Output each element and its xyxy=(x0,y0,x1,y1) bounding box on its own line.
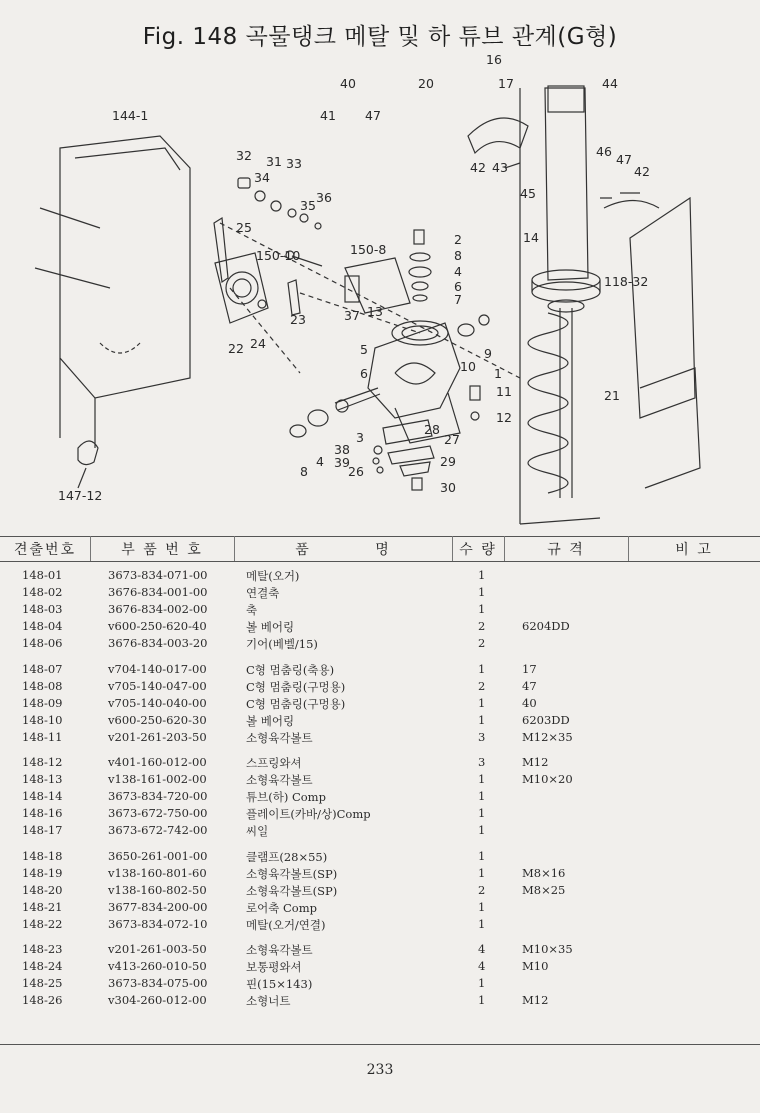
cell-qty: 1 xyxy=(478,772,486,787)
header-part-name: 품 명 xyxy=(295,542,391,558)
cell-spec: M10×35 xyxy=(522,942,573,956)
svg-text:37: 37 xyxy=(344,308,360,323)
cell-name: 메탈(오거/연결) xyxy=(246,917,326,932)
svg-text:24: 24 xyxy=(250,336,266,351)
cell-no: 148-09 xyxy=(22,695,63,710)
cell-part: v705-140-040-00 xyxy=(108,695,207,710)
cell-spec: M10 xyxy=(522,959,549,974)
cell-qty: 2 xyxy=(478,619,486,634)
cell-no: 148-16 xyxy=(22,806,63,821)
cell-no: 148-20 xyxy=(22,882,63,897)
parts-table xyxy=(0,536,760,1046)
cell-part: 3673-672-742-00 xyxy=(108,823,208,838)
cell-no: 148-13 xyxy=(22,772,63,787)
cell-name: 보통평와셔 xyxy=(246,960,302,975)
cell-qty: 1 xyxy=(478,661,486,676)
flange-part xyxy=(215,253,268,323)
svg-text:29: 29 xyxy=(440,454,456,469)
svg-text:12: 12 xyxy=(496,410,512,425)
svg-text:147-12: 147-12 xyxy=(58,488,103,503)
svg-text:22: 22 xyxy=(228,341,244,356)
svg-text:4: 4 xyxy=(316,454,324,469)
table-row xyxy=(0,713,760,730)
svg-text:25: 25 xyxy=(236,220,252,235)
svg-text:11: 11 xyxy=(496,384,512,399)
cell-name: 플레이트(카바/상)Comp xyxy=(246,807,371,822)
cell-no: 148-23 xyxy=(22,942,63,956)
cell-no: 148-21 xyxy=(22,899,63,914)
table-row xyxy=(0,662,760,679)
cell-qty: 1 xyxy=(478,585,486,600)
cell-no: 148-02 xyxy=(22,585,63,600)
cell-qty: 1 xyxy=(478,823,486,838)
cell-part: 3650-261-001-00 xyxy=(108,848,208,863)
table-row xyxy=(0,806,760,823)
auger-part xyxy=(528,313,568,493)
cell-part: 3673-834-075-00 xyxy=(108,976,208,991)
svg-text:45: 45 xyxy=(520,186,536,201)
cell-spec: 47 xyxy=(522,678,537,693)
cell-name: C형 멈춤링(구멍용) xyxy=(246,679,346,694)
pin-part xyxy=(214,218,228,282)
svg-text:31: 31 xyxy=(266,154,282,169)
callout-labels xyxy=(58,52,650,503)
header-remarks: 비 고 xyxy=(675,542,713,558)
cell-part: 3677-834-200-00 xyxy=(108,899,208,914)
cell-part: v704-140-017-00 xyxy=(108,661,207,676)
cell-qty: 1 xyxy=(478,865,486,880)
lower-tube xyxy=(545,88,588,280)
cell-part: 3673-834-720-00 xyxy=(108,789,208,804)
header-ref-no: 견출번호 xyxy=(13,542,77,558)
svg-text:6: 6 xyxy=(360,366,368,381)
svg-text:28: 28 xyxy=(424,422,440,437)
cell-qty: 1 xyxy=(478,789,486,804)
cell-name: 볼 베어링 xyxy=(246,713,295,728)
table-row xyxy=(0,900,760,917)
cell-qty: 1 xyxy=(478,806,486,821)
cell-qty: 4 xyxy=(478,942,486,956)
cell-qty: 1 xyxy=(478,916,486,931)
table-row xyxy=(0,917,760,934)
cell-no: 148-03 xyxy=(22,602,63,617)
cell-qty: 1 xyxy=(478,899,486,914)
svg-text:42: 42 xyxy=(634,164,650,179)
cell-spec: 17 xyxy=(522,661,537,676)
svg-text:10: 10 xyxy=(460,359,476,374)
table-row xyxy=(0,696,760,713)
cell-spec: M12×35 xyxy=(522,729,573,744)
cell-no: 148-17 xyxy=(22,823,63,838)
svg-text:30: 30 xyxy=(440,480,456,495)
cell-part: 3676-834-001-00 xyxy=(108,585,208,600)
cell-qty: 2 xyxy=(478,636,486,651)
svg-text:42: 42 xyxy=(470,160,486,175)
cell-part: 3673-834-071-00 xyxy=(108,568,208,582)
figure-title: Fig. 148 곡물탱크 메탈 및 하 튜브 관계(G형) xyxy=(142,24,618,50)
cell-qty: 1 xyxy=(478,993,486,1008)
svg-text:17: 17 xyxy=(498,76,514,91)
cell-qty: 3 xyxy=(478,755,486,769)
table-row xyxy=(0,755,760,772)
cell-no: 148-06 xyxy=(22,636,63,651)
cell-spec: M12 xyxy=(522,993,549,1008)
svg-text:36: 36 xyxy=(316,190,332,205)
svg-text:47: 47 xyxy=(365,108,381,123)
table-row xyxy=(0,789,760,806)
svg-text:118-32: 118-32 xyxy=(604,274,649,289)
cell-no: 148-07 xyxy=(22,661,63,676)
header-qty: 수 량 xyxy=(459,542,497,558)
cell-name: 소형육각볼트 xyxy=(246,943,313,957)
cell-part: 3673-672-750-00 xyxy=(108,806,208,821)
cell-qty: 1 xyxy=(478,695,486,710)
svg-text:41: 41 xyxy=(320,108,336,123)
cell-qty: 2 xyxy=(478,882,486,897)
cell-no: 148-04 xyxy=(22,619,63,634)
svg-text:16: 16 xyxy=(486,52,502,67)
cell-name: C형 멈춤링(구멍용) xyxy=(246,696,346,711)
header-spec: 규 격 xyxy=(547,542,585,558)
svg-text:47: 47 xyxy=(616,152,632,167)
svg-text:1: 1 xyxy=(494,366,502,381)
cell-part: v201-261-003-50 xyxy=(108,942,207,956)
cell-no: 148-08 xyxy=(22,678,63,693)
cell-name: 볼 베어링 xyxy=(246,620,295,635)
svg-text:44: 44 xyxy=(602,76,618,91)
cell-name: 소형육각볼트 xyxy=(246,773,313,788)
svg-text:9: 9 xyxy=(484,346,492,361)
cell-name: 축 xyxy=(246,603,258,618)
cell-part: v201-261-203-50 xyxy=(108,729,207,744)
cell-part: v138-161-002-00 xyxy=(108,772,207,787)
svg-text:8: 8 xyxy=(300,464,308,479)
cell-part: v138-160-802-50 xyxy=(108,882,207,897)
table-row xyxy=(0,866,760,883)
cell-part: v401-160-012-00 xyxy=(108,755,207,769)
hook-part xyxy=(78,441,98,465)
cell-name: 메탈(오거) xyxy=(246,569,300,583)
table-row xyxy=(0,823,760,840)
svg-text:2: 2 xyxy=(454,232,462,247)
cell-qty: 1 xyxy=(478,848,486,863)
svg-text:33: 33 xyxy=(286,156,302,171)
cell-qty: 1 xyxy=(478,568,486,582)
svg-text:35: 35 xyxy=(300,198,316,213)
cell-name: 핀(15×143) xyxy=(246,977,313,992)
cell-no: 148-22 xyxy=(22,916,63,931)
svg-text:34: 34 xyxy=(254,170,270,185)
svg-text:150-10: 150-10 xyxy=(256,248,301,263)
cell-name: 소형너트 xyxy=(246,994,291,1009)
svg-text:40: 40 xyxy=(340,76,356,91)
svg-text:3: 3 xyxy=(356,430,364,445)
table-row xyxy=(0,602,760,619)
svg-text:39: 39 xyxy=(334,455,350,470)
exploded-parts-diagram xyxy=(0,48,760,536)
cell-name: 소형육각볼트(SP) xyxy=(246,883,338,898)
svg-text:14: 14 xyxy=(523,230,539,245)
cell-name: 소형육각볼트(SP) xyxy=(246,866,338,881)
cell-part: 3676-834-002-00 xyxy=(108,602,208,617)
header-part-no: 부 품 번 호 xyxy=(121,542,203,558)
page-number: 233 xyxy=(366,1062,394,1078)
table-row xyxy=(0,959,760,976)
cell-no: 148-19 xyxy=(22,865,63,880)
cell-part: v304-260-012-00 xyxy=(108,993,207,1008)
cell-name: C형 멈춤링(축용) xyxy=(246,662,335,677)
cell-part: 3673-834-072-10 xyxy=(108,916,208,931)
cell-name: 튜브(하) Comp xyxy=(246,790,326,805)
svg-text:26: 26 xyxy=(348,464,364,479)
cell-name: 로어축 Comp xyxy=(246,900,317,915)
svg-text:32: 32 xyxy=(236,148,252,163)
svg-text:46: 46 xyxy=(596,144,612,159)
cell-no: 148-11 xyxy=(22,729,63,744)
svg-text:6: 6 xyxy=(454,279,462,294)
svg-text:20: 20 xyxy=(418,76,434,91)
table-row xyxy=(0,619,760,636)
svg-text:27: 27 xyxy=(444,432,460,447)
svg-text:21: 21 xyxy=(604,388,620,403)
cell-name: 연결축 xyxy=(246,586,280,601)
svg-text:43: 43 xyxy=(492,160,508,175)
cell-name: 소형육각볼트 xyxy=(246,730,313,745)
cell-spec: 6203DD xyxy=(522,712,570,727)
cell-part: v705-140-047-00 xyxy=(108,678,207,693)
svg-text:23: 23 xyxy=(290,312,306,327)
cell-qty: 4 xyxy=(478,959,486,974)
table-row xyxy=(0,585,760,602)
cell-no: 148-26 xyxy=(22,993,63,1008)
cell-no: 148-25 xyxy=(22,976,63,991)
table-row xyxy=(0,568,760,585)
cell-name: 스프링와셔 xyxy=(246,756,302,770)
table-row xyxy=(0,636,760,653)
svg-text:38: 38 xyxy=(334,442,350,457)
table-row xyxy=(0,883,760,900)
svg-text:5: 5 xyxy=(360,342,368,357)
shaft-part xyxy=(335,388,380,410)
cell-no: 148-14 xyxy=(22,789,63,804)
cell-spec: 6204DD xyxy=(522,619,570,634)
svg-text:7: 7 xyxy=(454,292,462,307)
svg-text:8: 8 xyxy=(454,248,462,263)
table-row xyxy=(0,993,760,1010)
cell-qty: 1 xyxy=(478,976,486,991)
cell-no: 148-24 xyxy=(22,959,63,974)
cell-qty: 3 xyxy=(478,729,486,744)
table-row xyxy=(0,679,760,696)
cell-spec: M12 xyxy=(522,755,549,769)
cell-part: v413-260-010-50 xyxy=(108,959,207,974)
cell-spec: M8×16 xyxy=(522,865,566,880)
cell-part: v138-160-801-60 xyxy=(108,865,207,880)
svg-text:144-1: 144-1 xyxy=(112,108,149,123)
cell-spec: M8×25 xyxy=(522,882,566,897)
table-row xyxy=(0,976,760,993)
cell-qty: 1 xyxy=(478,602,486,617)
svg-text:150-8: 150-8 xyxy=(350,242,387,257)
cell-name: 기어(베벨/15) xyxy=(246,637,318,652)
cell-name: 클램프(28×55) xyxy=(246,849,328,864)
cell-part: v600-250-620-30 xyxy=(108,712,207,727)
table-row xyxy=(0,730,760,747)
cell-name: 씨일 xyxy=(246,824,269,839)
grain-tank-outline xyxy=(60,136,190,398)
cell-qty: 1 xyxy=(478,712,486,727)
cell-no: 148-01 xyxy=(22,568,63,582)
table-row xyxy=(0,942,760,959)
cell-part: v600-250-620-40 xyxy=(108,619,207,634)
cell-spec: M10×20 xyxy=(522,772,573,787)
table-row xyxy=(0,772,760,789)
cell-no: 148-18 xyxy=(22,848,63,863)
table-row xyxy=(0,849,760,866)
svg-text:13: 13 xyxy=(367,304,383,319)
cell-part: 3676-834-003-20 xyxy=(108,636,208,651)
svg-text:4: 4 xyxy=(454,264,462,279)
cell-qty: 2 xyxy=(478,678,486,693)
cell-no: 148-12 xyxy=(22,755,63,769)
cell-spec: 40 xyxy=(522,695,537,710)
cell-no: 148-10 xyxy=(22,712,63,727)
